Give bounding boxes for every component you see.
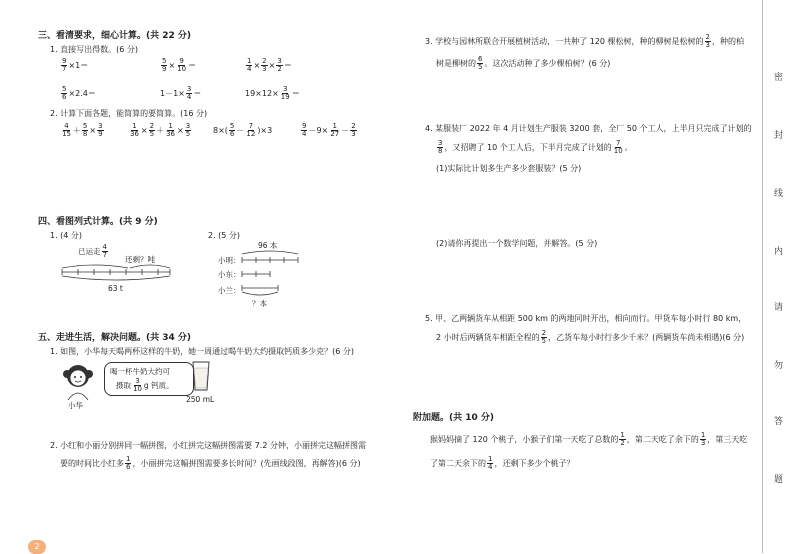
s5-q2-line2: 要的时间比小红多 $\frac{1}{6}$ ，小丽拼完这幅拼图需要多长时间？(先画线段图，再解答)(6 分) — [60, 455, 361, 471]
bonus-title: 附加题。(共 10 分) — [413, 413, 495, 423]
s4-q1: 1. (4 分) — [50, 231, 83, 240]
girl-name: 小华 — [68, 401, 83, 410]
section5-title: 五、走进生活，解决问题。(共 34 分) — [38, 333, 192, 343]
s3-q2: 2. 计算下面各题，能简算的要简算。(16 分) — [50, 109, 208, 118]
calc-8: $\frac{1}{36}$ × $\frac{2}{5}$ ＋ $\frac{1}{36}$ × $\frac{3}{5}$ — [130, 122, 191, 138]
fig2-top-label: 96 本 — [258, 241, 278, 250]
s5-q1: 1. 如图，小华每天喝两杯这样的牛奶，她一周通过喝牛奶大约摄取钙质多少克？(6 分) — [50, 347, 355, 356]
r-q3-line2: 树是柳树的 $\frac{6}{5}$ 。这次活动种了多少棵柏树？(6 分) — [436, 55, 611, 71]
s5-q2-line1: 2. 小红和小丽分别拼同一幅拼图，小红拼完这幅拼图需要 7.2 分钟，小丽拼完这幅拼图需 — [50, 441, 366, 450]
milk-volume: 250 mL — [186, 395, 215, 404]
milk-glass-icon — [190, 360, 212, 392]
calc-3: $\frac{1}{4}$ × $\frac{2}{3}$ × $\frac{3}{2}$ ＝ — [247, 57, 292, 73]
fig2-row1: 小明： — [218, 256, 241, 265]
bonus-line1: 猴妈妈摘了 120 个桃子，小猴子们第一天吃了总数的 $\frac{1}{2}$ ，第二天吃了余下的 $\frac{1}{3}$ ，第三天吃 — [430, 431, 748, 447]
seal-char-5: 请 — [774, 303, 784, 313]
calc-1: $\frac{9}{7}$ ×1＝ — [62, 57, 89, 73]
fig2-question: ？本 — [252, 299, 267, 308]
seal-char-7: 答 — [774, 417, 784, 427]
r-q5-line2: 2 小时后两辆货车相距全程的 $\frac{2}{5}$ ，乙货车每小时行多少千米？(两辆货车尚未相遇)(6 分) — [436, 329, 745, 345]
bubble-line1: 喝一杯牛奶大约可 — [110, 367, 170, 376]
r-q4-line2: $\frac{3}{8}$ ，又招聘了 10 个工人后，下半月完成了计划的 $\frac{7}{10}$ 。 — [438, 139, 633, 155]
seal-char-8: 题 — [774, 475, 784, 485]
calc-6: 19×12× $\frac{3}{19}$ ＝ — [245, 85, 300, 101]
r-q3-line1: 3. 学校与园林所联合开展植树活动，一共种了 120 棵松树，种的柳树是松树的 $\frac{2}{3}$ ，种的柏 — [425, 33, 744, 49]
fig2-segment-diagram — [240, 248, 302, 298]
r-q5-line1: 5. 甲、乙两辆货车从相距 500 km 的两地同时开出，相向而行。甲货车每小时行 80 km， — [425, 314, 747, 323]
calc-9: 8×( $\frac{5}{6}$ － $\frac{7}{12}$ )×3 — [213, 122, 273, 138]
seal-char-3: 线 — [774, 189, 784, 199]
calc-2: $\frac{5}{9}$ × $\frac{9}{10}$ ＝ — [162, 57, 197, 73]
r-q4-sub2: (2)请你再提出一个数学问题，并解答。(5 分) — [436, 239, 598, 248]
calc-5: 1－1× $\frac{3}{4}$ ＝ — [160, 85, 202, 101]
fig2-row2: 小东： — [218, 270, 241, 279]
r-q4-line1: 4. 某服装厂 2022 年 4 月计划生产服装 3200 套，全厂 50 个工人，上半月只完成了计划的 — [425, 124, 752, 133]
page-number: 2 — [28, 540, 46, 554]
seal-char-2: 封 — [774, 131, 784, 141]
seal-char-6: 勿 — [774, 361, 784, 371]
fig1-segment-diagram — [60, 262, 172, 284]
girl-illustration — [60, 360, 100, 400]
fig1-total: 63 t — [108, 284, 123, 293]
calc-4: $\frac{5}{6}$ ×2.4＝ — [62, 85, 96, 101]
seal-margin-line — [762, 0, 763, 553]
calc-7: $\frac{4}{15}$ ＋ $\frac{5}{8}$ × $\frac{3}{9}$ — [62, 122, 103, 138]
r-q4-sub1: (1)实际比计划多生产多少套服装？(5 分) — [436, 164, 582, 173]
s4-q2: 2. (5 分) — [208, 231, 241, 240]
fig2-row3: 小兰： — [218, 286, 241, 295]
section4-title: 四、看图列式计算。(共 9 分) — [38, 217, 158, 227]
seal-char-4: 内 — [774, 247, 784, 257]
calc-10: $\frac{9}{4}$ －9× $\frac{1}{27}$ － $\frac{2}{3}$ — [302, 122, 356, 138]
bubble-line2: 摄取 $\frac{3}{10}$ g 钙质。 — [116, 377, 174, 393]
fig1-right-label: 还剩？吨 — [125, 255, 155, 264]
s3-q1: 1. 直接写出得数。(6 分) — [50, 45, 139, 54]
fig1-left-label: 已运走 $\frac{4}{7}$ — [78, 243, 107, 259]
bonus-line2: 了第二天余下的 $\frac{1}{4}$ ，还剩下多少个桃子？ — [430, 455, 575, 471]
seal-char-1: 密 — [774, 73, 784, 83]
section3-title: 三、看清要求，细心计算。(共 22 分) — [38, 31, 192, 41]
